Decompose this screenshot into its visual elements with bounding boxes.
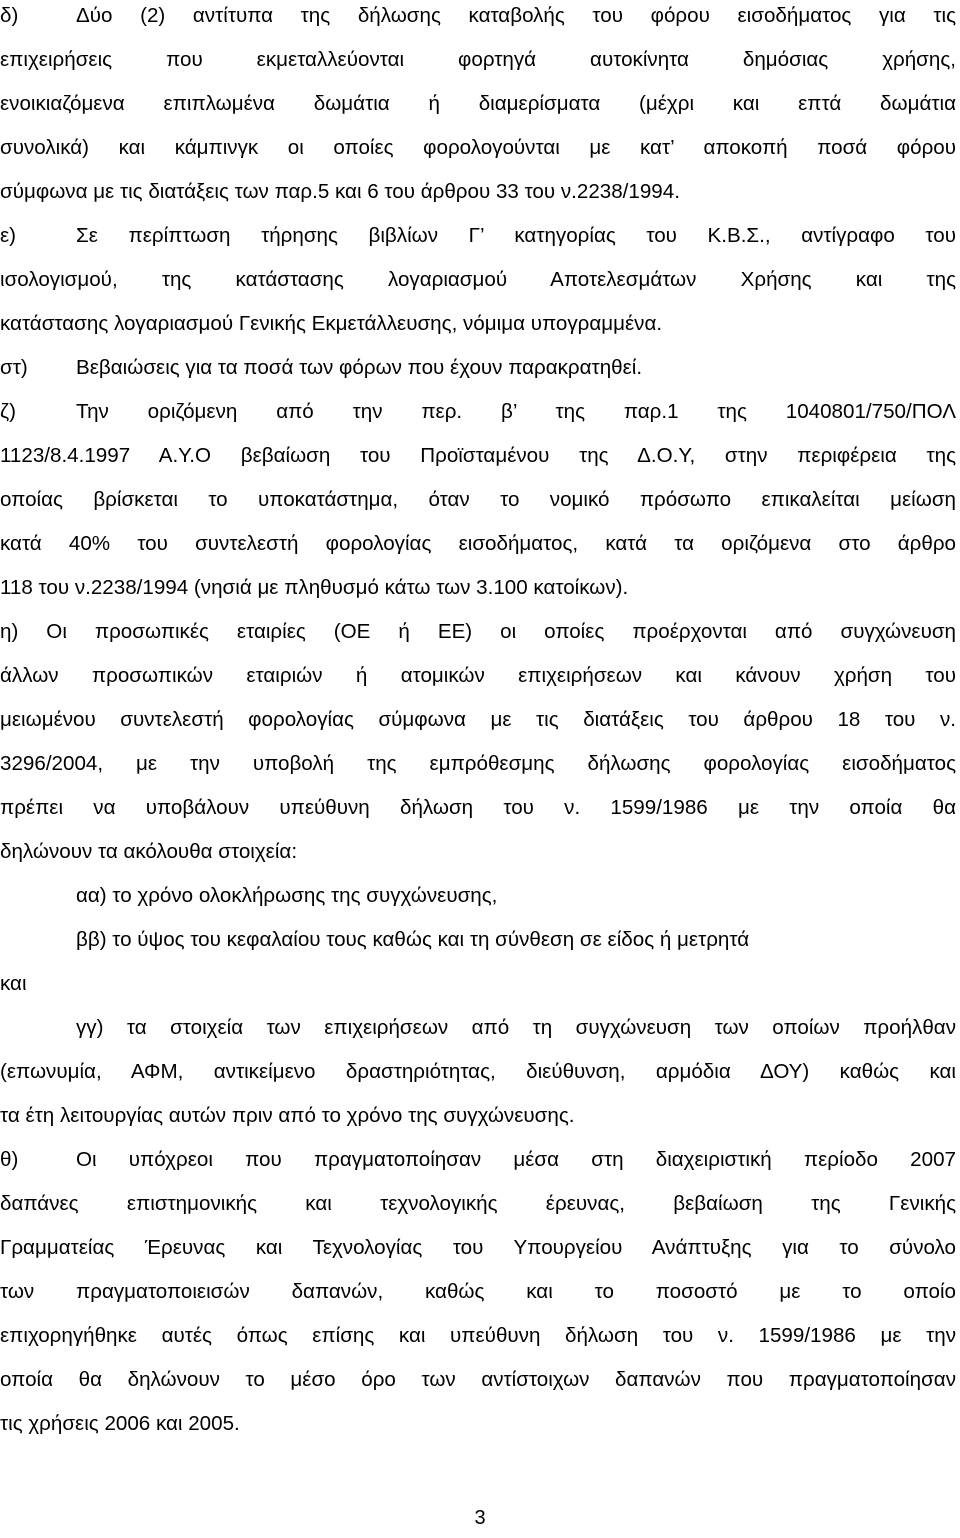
- line-text: Την οριζόμενη από την περ. β’ της παρ.1 της 1040801/750/ΠΟΛ: [76, 400, 956, 423]
- paragraph-line: [0, 214, 956, 258]
- item-label: θ): [0, 1148, 19, 1171]
- paragraph-line: και: [0, 972, 27, 995]
- sub-item-line: ββ) το ύψος του κεφαλαίου τους καθώς και τη σύνθεση σε είδος ή μετρητά: [76, 928, 750, 951]
- paragraph-line: ισολογισμού, της κατάστασης λογαριασμού Αποτελεσμάτων Χρήσης και της: [0, 268, 956, 291]
- paragraph-line: τα έτη λειτουργίας αυτών πριν από το χρόνο της συγχώνευσης.: [0, 1104, 575, 1127]
- item-label: δ): [0, 4, 19, 27]
- paragraph-line: δαπάνες επιστημονικής και τεχνολογικής έρευνας, βεβαίωση της Γενικής: [0, 1192, 956, 1215]
- sub-item-line: αα) το χρόνο ολοκλήρωσης της συγχώνευσης,: [76, 884, 498, 907]
- paragraph-line: [0, 0, 956, 38]
- paragraph-line: Γραμματείας Έρευνας και Τεχνολογίας του Υπουργείου Ανάπτυξης για το σύνολο: [0, 1236, 956, 1259]
- paragraph-line: ενοικιαζόμενα επιπλωμένα δωμάτια ή διαμερίσματα (μέχρι και επτά δωμάτια: [0, 92, 956, 115]
- paragraph-line: επιχορηγήθηκε αυτές όπως επίσης και υπεύθυνη δήλωση του ν. 1599/1986 με την: [0, 1324, 956, 1347]
- item-label: ε): [0, 224, 17, 247]
- paragraph-line: [0, 346, 956, 390]
- paragraph-line: 1123/8.4.1997 Α.Υ.Ο βεβαίωση του Προϊσταμένου της Δ.Ο.Υ, στην περιφέρεια της: [0, 444, 956, 467]
- paragraph-line: δηλώνουν τα ακόλουθα στοιχεία:: [0, 840, 298, 863]
- paragraph-line: σύμφωνα με τις διατάξεις των παρ.5 και 6 του άρθρου 33 του ν.2238/1994.: [0, 180, 680, 203]
- paragraph-line: 118 του ν.2238/1994 (νησιά με πληθυσμό κάτω των 3.100 κατοίκων).: [0, 576, 629, 599]
- paragraph-line: τις χρήσεις 2006 και 2005.: [0, 1412, 240, 1435]
- sub-item-line: γγ) τα στοιχεία των επιχειρήσεων από τη συγχώνευση των οποίων προήλθαν: [76, 1016, 956, 1039]
- item-label: ζ): [0, 400, 16, 423]
- paragraph-line: κατάστασης λογαριασμού Γενικής Εκμετάλλευσης, νόμιμα υπογραμμένα.: [0, 312, 663, 335]
- paragraph-line: των πραγματοποιεισών δαπανών, καθώς και το ποσοστό με το οποίο: [0, 1280, 956, 1303]
- paragraph-line: οποίας βρίσκεται το υποκατάστημα, όταν το νομικό πρόσωπο επικαλείται μείωση: [0, 488, 956, 511]
- paragraph-line: οποία θα δηλώνουν το μέσο όρο των αντίστοιχων δαπανών που πραγματοποίησαν: [0, 1368, 956, 1391]
- line-text: Σε περίπτωση τήρησης βιβλίων Γ’ κατηγορίας του Κ.Β.Σ., αντίγραφο του: [76, 224, 956, 247]
- paragraph-line: 3296/2004, με την υποβολή της εμπρόθεσμης δήλωσης φορολογίας εισοδήματος: [0, 752, 956, 775]
- paragraph-line: [0, 390, 956, 434]
- paragraph-line: συνολικά) και κάμπινγκ οι οποίες φορολογούνται με κατ’ αποκοπή ποσά φόρου: [0, 136, 956, 159]
- item-label: στ): [0, 356, 28, 379]
- paragraph-line: άλλων προσωπικών εταιριών ή ατομικών επιχειρήσεων και κάνουν χρήση του: [0, 664, 956, 687]
- line-text: Οι υπόχρεοι που πραγματοποίησαν μέσα στη διαχειριστική περίοδο 2007: [76, 1148, 956, 1171]
- page-number: 3: [474, 1507, 486, 1529]
- paragraph-line: [0, 1138, 956, 1182]
- paragraph-line: (επωνυμία, ΑΦΜ, αντικείμενο δραστηριότητας, διεύθυνση, αρμόδια ΔΟΥ) καθώς και: [0, 1060, 956, 1083]
- paragraph-line: μειωμένου συντελεστή φορολογίας σύμφωνα με τις διατάξεις του άρθρου 18 του ν.: [0, 708, 956, 731]
- paragraph-line: πρέπει να υποβάλουν υπεύθυνη δήλωση του ν. 1599/1986 με την οποία θα: [0, 796, 956, 819]
- line-text: Βεβαιώσεις για τα ποσά των φόρων που έχουν παρακρατηθεί.: [76, 356, 643, 379]
- paragraph-line: επιχειρήσεις που εκμεταλλεύονται φορτηγά αυτοκίνητα δημόσιας χρήσης,: [0, 48, 956, 71]
- line-text: Δύο (2) αντίτυπα της δήλωσης καταβολής του φόρου εισοδήματος για τις: [76, 4, 956, 27]
- paragraph-line: η) Οι προσωπικές εταιρίες (ΟΕ ή ΕΕ) οι οποίες προέρχονται από συγχώνευση: [0, 620, 956, 643]
- paragraph-line: κατά 40% του συντελεστή φορολογίας εισοδήματος, κατά τα οριζόμενα στο άρθρο: [0, 532, 956, 555]
